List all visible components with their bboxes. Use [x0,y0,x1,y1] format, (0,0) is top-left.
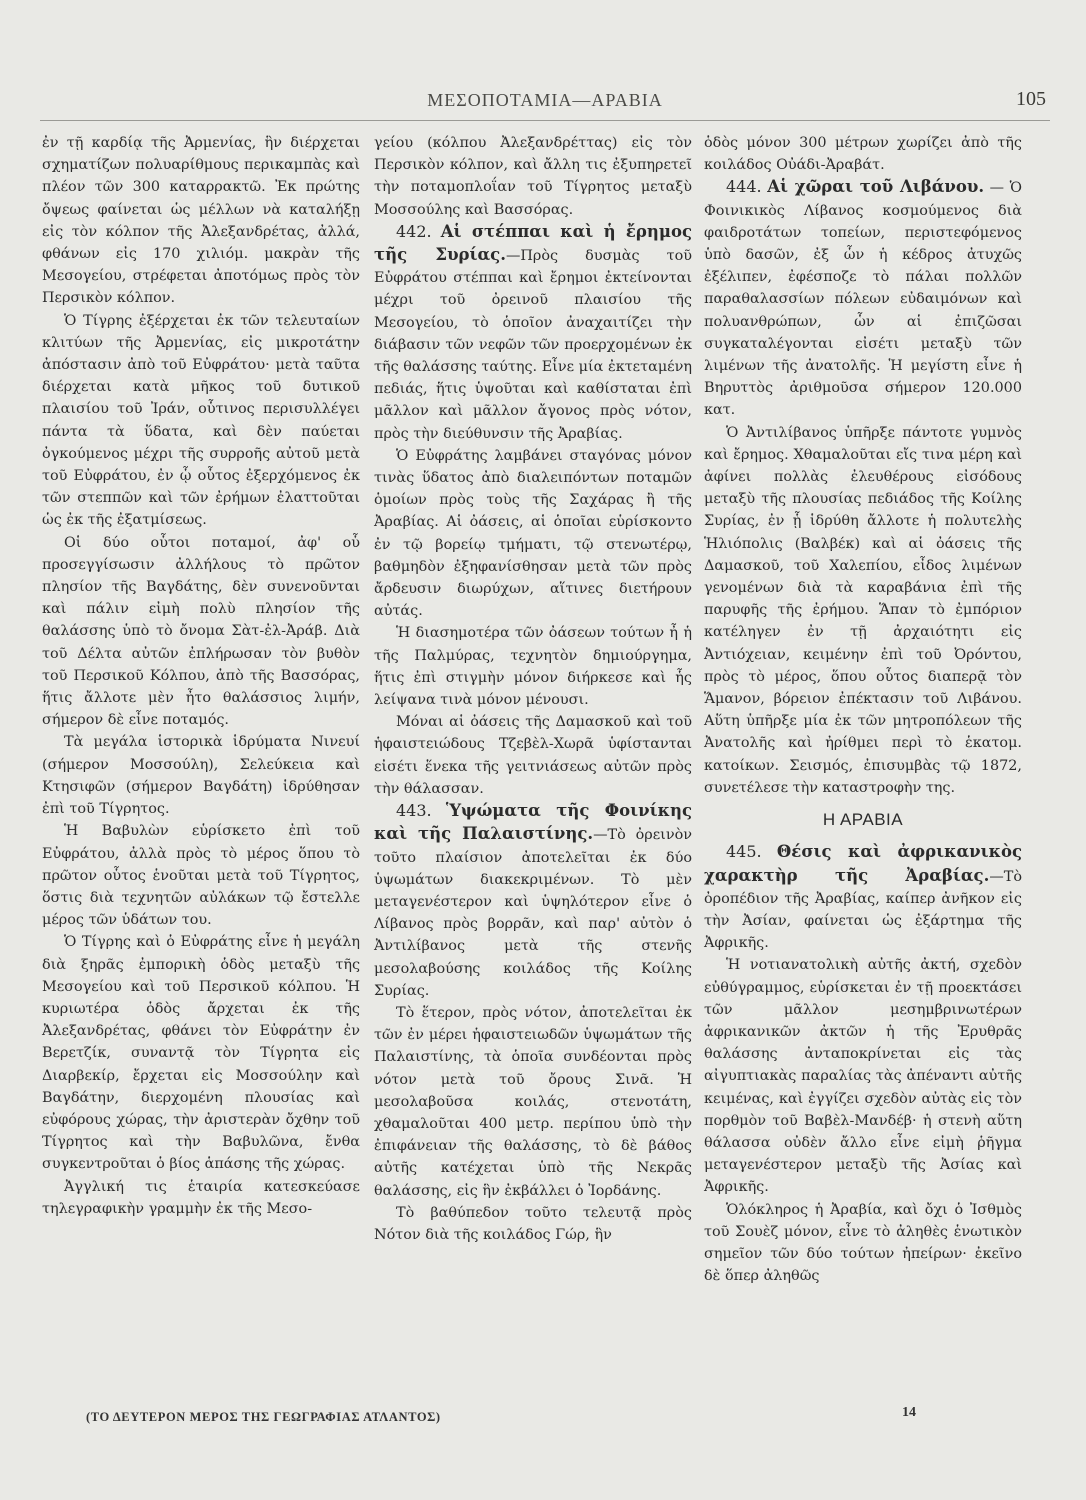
paragraph: Ὁ Ἀντιλίβανος ὑπῆρξε πάντοτε γυμνὸς καὶ ἔρημος. Χθαμαλοῦται εἴς τινα μέρη καὶ ἀφίνει πολλὰς ἐλευθέρους εἰσόδους μεταξὺ τῆς πλουσίας πεδιάδος τῆς Κοίλης Συρίας, ἐν ᾗ ἱδρύθη ἄλλοτε ἡ πολυτελὴς Ἡλιόπολις (Βαλβέκ) καὶ αἱ ὀάσεις τῆς Δαμασκοῦ, τοῦ Χαλεπίου, εἶδος λιμένων γενομένων διὰ τὰ καραβάνια ἐπὶ τῆς παρυφῆς τῆς ἐρήμου. Ἅπαν τὸ ἐμπόριον κατέληγεν ἐν τῇ ἀρχαιότητι εἰς Ἀντιόχειαν, κειμένην ἐπὶ τοῦ Ὀρόντου, πρὸς τὸ μέρος, ὅπου οὗτος διαπερᾷ τὸν Ἅμανον, βόρειον ἐπέκτασιν τοῦ Λιβάνου. Αὕτη ὑπῆρξε μία ἐκ τῶν μητροπόλεων τῆς Ἀνατολῆς καὶ ἠρίθμει περὶ τὸ ἑκατομ. κατοίκων. Σεισμός, ἐπισυμβὰς τῷ 1872, συνετέλεσε τὴν καταστροφὴν της. [704,424,1022,796]
text-column-2 [374,132,692,1246]
paragraph: Ἡ Βαβυλὼν εὑρίσκετο ἐπὶ τοῦ Εὐφράτου, ἀλλὰ πρὸς τὸ μέρος ὅπου τὸ πρῶτον οὗτος ἑνοῦται μετὰ τοῦ Τίγρητος, ὅστις διὰ τεχνητῶν αὐλάκων τῷ ἔστελλε μέρος τῶν ὑδάτων του. [42,823,360,929]
section-number: 443. [396,801,432,821]
paragraph: Τὸ ἕτερον, πρὸς νότον, ἀποτελεῖται ἐκ τῶν ἐν μέρει ἡφαιστειωδῶν ὑψωμάτων τῆς Παλαιστίνης, τὰ ὁποῖα συνδέονται πρὸς νότον μετὰ τοῦ ὄρους Σινᾶ. Ἡ μεσολαβοῦσα κοιλάς, στενοτάτη, χθαμαλοῦται 400 μετρ. περίπου ὑπὸ τὴν ἐπιφάνειαν τῆς θαλάσσης, τὸ δὲ βάθος αὐτῆς κατέχεται ὑπὸ τῆς Νεκρᾶς θαλάσσης, εἰς ἣν ἐκβάλλει ὁ Ἰορδάνης. [374,1004,692,1199]
section-title: Ὑψώματα τῆς Φοινίκης καὶ τῆς Παλαιστίνης. [374,801,692,844]
section-title: Αἱ στέππαι καὶ ἡ ἔρημος τῆς Συρίας. [374,221,692,265]
page-number: 105 [1016,88,1046,110]
footer-note: (ΤΟ ΔΕΥΤΕΡΟΝ ΜΕΡΟΣ ΤΗΣ ΓΕΩΓΡΑΦΙΑΣ ΑΤΛΑΝΤΟΣ) [86,1410,441,1424]
section-text: —Πρὸς δυσμὰς τοῦ Εὐφράτου στέππαι καὶ ἔρημοι ἐκτείνονται μέχρι τοῦ ὀρεινοῦ πλαισίου τῆς Μεσογείου, τὸ ὁποῖον ἀναχαιτίζει τὴν διάβασιν τῶν νεφῶν τῶν προερχομένων ἐκ τῆς θαλάσσης ταύτης. Εἶνε μία ἐκτεταμένη πεδιάς, ἥτις ὑψοῦται καὶ καθίσταται ἐπὶ μᾶλλον καὶ μᾶλλον ἄγονος πρὸς νότον, πρὸς τὴν διεύθυνσιν τῆς Ἀραβίας. [374,248,693,442]
section-443 [374,800,692,1002]
section-number: 442. [396,221,432,241]
running-title: ΜΕΣΟΠΟΤΑΜΙΑ—ΑΡΑΒΙΑ [427,90,663,110]
section-number: 445. [726,842,762,862]
section-number: 444. [726,177,762,197]
paragraph: Μόναι αἱ ὀάσεις τῆς Δαμασκοῦ καὶ τοῦ ἡφαιστειώδους Τζεβὲλ-Χωρᾶ ὑφίστανται εἰσέτι ἕνεκα τῆς γειτνιάσεως αὐτῶν πρὸς τὴν θάλασσαν. [374,714,692,797]
paragraph: Ἡ νοτιανατολικὴ αὐτῆς ἀκτή, σχεδὸν εὐθύγραμμος, εὑρίσκεται ἐν τῇ προεκτάσει τῶν μᾶλλον μεσημβρινωτέρων ἀφρικανικῶν ἀκτῶν ἡ τῆς Ἐρυθρᾶς θαλάσσης ἀνταποκρίνεται εἰς τὰς αἰγυπτιακὰς παραλίας τὰς ἀπέναντι αὐτῆς κειμένας, καὶ ἐγγίζει σχεδὸν αὐτὰς εἰς τὸν πορθμὸν τοῦ Βαβὲλ-Μανδέβ· ἡ στενὴ αὕτη θάλασσα οὐδὲν ἄλλο εἶνε εἰμὴ ῥῆγμα μεταγενέστερον μεταξὺ τῆς Ἀσίας καὶ Ἀφρικῆς. [704,957,1022,1196]
paragraph: Οἱ δύο οὗτοι ποταμοί, ἀφ' οὗ προσεγγίσωσιν ἀλλήλους τὸ πρῶτον πλησίον τῆς Βαγδάτης, δὲν συνενοῦνται καὶ πάλιν εἰμὴ πολὺ πλησίον τῆς θαλάσσης ὑπὸ τὸ ὄνομα Σὰτ-ἐλ-Ἀράβ. Διὰ τοῦ Δέλτα αὐτῶν ἐπλήρωσαν τὸν βυθὸν τοῦ Περσικοῦ Κόλπου, ἀπὸ τῆς Βασσόρας, ἥτις ἄλλοτε μὲν ἦτο θαλάσσιος λιμήν, σήμερον δὲ εἶνε ποταμός. [42,534,360,729]
paragraph: Τὰ μεγάλα ἱστορικὰ ἱδρύματα Νινευί (σήμερον Μοσσούλη), Σελεύκεια καὶ Κτησιφῶν (σήμερον Βαγδάτη) ἱδρύθησαν ἐπὶ τοῦ Τίγρητος. [42,734,360,818]
chapter-heading: Η ΑΡΑΒΙΑ [822,810,904,830]
section-text: —Τὸ ὀρεινὸν τοῦτο πλαίσιον ἀποτελεῖται ἐκ δύο ὑψωμάτων διακεκριμένων. Τὸ μὲν μεταγενέστερον καὶ ὑψηλότερον εἶνε ὁ Λίβανος πρὸς βορρᾶν, καὶ παρ' αὐτὸν ὁ Ἀντιλίβανος μετὰ τῆς στενῆς μεσολαβούσης κοιλάδος τῆς Κοίλης Συρίας. [374,827,692,999]
text-column-3 [704,132,1022,1287]
paragraph: ὁδὸς μόνον 300 μέτρων χωρίζει ἀπὸ τῆς κοιλάδος Οὐάδι-Ἀραβάτ. [704,135,1022,174]
paragraph: Τὸ βαθύπεδον τοῦτο τελευτᾷ πρὸς Νότον διὰ τῆς κοιλάδος Γώρ, ἣν [374,1204,692,1243]
paragraph: Ἡ διασημοτέρα τῶν ὀάσεων τούτων ἦ ἡ τῆς Παλμύρας, τεχνητὸν δημιούργημα, ἥτις ἐπὶ στιγμὴν μόνον διήρκεσε καὶ ἧς λείψανα τινὰ μόνον μένουσι. [374,625,692,709]
section-444 [704,176,1022,421]
paragraph: Ὁ Τίγρης ἐξέρχεται ἐκ τῶν τελευταίων κλιτύων τῆς Ἀρμενίας, εἰς μικροτάτην ἀπόστασιν ἀπὸ τοῦ Εὐφράτου· μετὰ ταῦτα διέρχεται κατὰ μῆκος τοῦ δυτικοῦ πλαισίου τοῦ Ἰράν, οὗτινος περισυλλέγει πάντα τὰ ὕδατα, καὶ δὲν παύεται ὀγκούμενος μέχρι τῆς συρροῆς αὐτοῦ μετὰ τοῦ Εὐφράτου, ἐν ᾧ οὗτος ἐξερχόμενος ἐκ τῶν στεππῶν καὶ τῶν ἐρήμων ἐλαττοῦται ὡς ἐκ τῆς ἐξατμίσεως. [42,312,360,529]
section-445 [704,841,1022,954]
section-text: — Ὁ Φοινικικὸς Λίβανος κοσμούμενος διὰ φαιδροτάτων τοπείων, περιστεφόμενος ὑπὸ δασῶν, ἐξ ὧν ἡ κέδρος ἀτυχῶς ἐξέλιπεν, ἐφέσποζε τὸ πάλαι πολλῶν παραθαλασσίων πόλεων εὐδαιμόνων καὶ πολυανθρώπων, ὧν αἱ ἐπιζῶσαι συγκαταλέγονται εἰσέτι μεταξὺ τῶν λιμένων τῆς ἀνατολῆς. Ἡ μεγίστη εἶνε ἡ Βηρυττὸς ἀριθμοῦσα σήμερον 120.000 κατ. [704,180,1022,419]
paragraph: Ὁλόκληρος ἡ Ἀραβία, καὶ ὄχι ὁ Ἰσθμὸς τοῦ Σουὲζ μόνον, εἶνε τὸ ἀληθὲς ἑνωτικὸν σημεῖον τῶν δύο τούτων ἠπείρων· ἐκεῖνο δὲ ὅπερ ἀληθῶς [704,1201,1022,1285]
paragraph: γείου (κόλπου Ἀλεξανδρέττας) εἰς τὸν Περσικὸν κόλπον, καὶ ἄλλη τις ἐξυπηρετεῖ τὴν ποταμοπλοΐαν τοῦ Τίγρητος μεταξὺ Μοσσούλης καὶ Βασσόρας. [374,135,692,218]
page-header [40,88,1050,121]
text-column-1 [42,132,360,1220]
paragraph: Ὁ Τίγρης καὶ ὁ Εὐφράτης εἶνε ἡ μεγάλη διὰ ξηρᾶς ἐμπορικὴ ὁδὸς μεταξὺ τῆς Μεσογείου καὶ τοῦ Περσικοῦ κόλπου. Ἡ κυριωτέρα ὁδὸς ἄρχεται ἐκ τῆς Ἀλεξανδρέτας, φθάνει τὸν Εὐφράτην ἐν Βερετζίκ, συναντᾷ τὸν Τίγρητα εἰς Διαρβεκίρ, ἔρχεται εἰς Μοσσούλην καὶ Βαγδάτην, διερχομένη πλουσίας καὶ εὐφόρους χώρας, τὴν ἀριστερὰν ὄχθην τοῦ Τίγρητος καὶ τὴν Βαβυλῶνα, ἔνθα συγκεντροῦται ὁ βίος ἁπάσης τῆς χώρας. [42,934,360,1173]
section-text: —Τὸ ὀροπέδιον τῆς Ἀραβίας, καίπερ ἀνῆκον εἰς τὴν Ἀσίαν, φαίνεται ὡς ἐξάρτημα τῆς Ἀφρικῆς. [704,868,1022,952]
paragraph: Ἀγγλική τις ἑταιρία κατεσκεύασε τηλεγραφικὴν γραμμὴν ἐκ τῆς Μεσο- [42,1178,360,1217]
section-442 [374,221,692,445]
section-title: Θέσις καὶ ἀφρικανικὸς χαρακτὴρ τῆς Ἀραβίας. [704,842,1022,885]
paragraph: Ὁ Εὐφράτης λαμβάνει σταγόνας μόνον τινὰς ὕδατος ἀπὸ διαλειπόντων ποταμῶν ὁμοίων πρὸς τοὺς τῆς Σαχάρας ἢ τῆς Ἀραβίας. Αἱ ὀάσεις, αἱ ὁποῖαι εὑρίσκοντο ἐν τῷ βορείῳ τμήματι, τῷ στενωτέρῳ, βαθμηδὸν ἐξηφανίσθησαν μετὰ τῶν πρὸς ἄρδευσιν διωρύχων, αἵτινες διετήρουν αὐτάς. [374,447,692,620]
section-title: Αἱ χῶραι τοῦ Λιβάνου. [767,177,985,197]
signature-mark: 14 [902,1405,916,1420]
paragraph: ἐν τῇ καρδίᾳ τῆς Ἀρμενίας, ἣν διέρχεται σχηματίζων πολυαρίθμους περικαμπὰς καὶ πλέον τῶν 300 καταρρακτῶ. Ἐκ πρώτης ὄψεως φαίνεται ὡς μέλλων νὰ καταλήξῃ εἰς τὸν κόλπον τῆς Ἀλεξανδρέτας, ἀλλά, φθάνων εἰς 170 χιλιόμ. μακρὰν τῆς Μεσογείου, στρέφεται ἀποτόμως πρὸς τὸν Περσικὸν κόλπον. [42,135,360,307]
